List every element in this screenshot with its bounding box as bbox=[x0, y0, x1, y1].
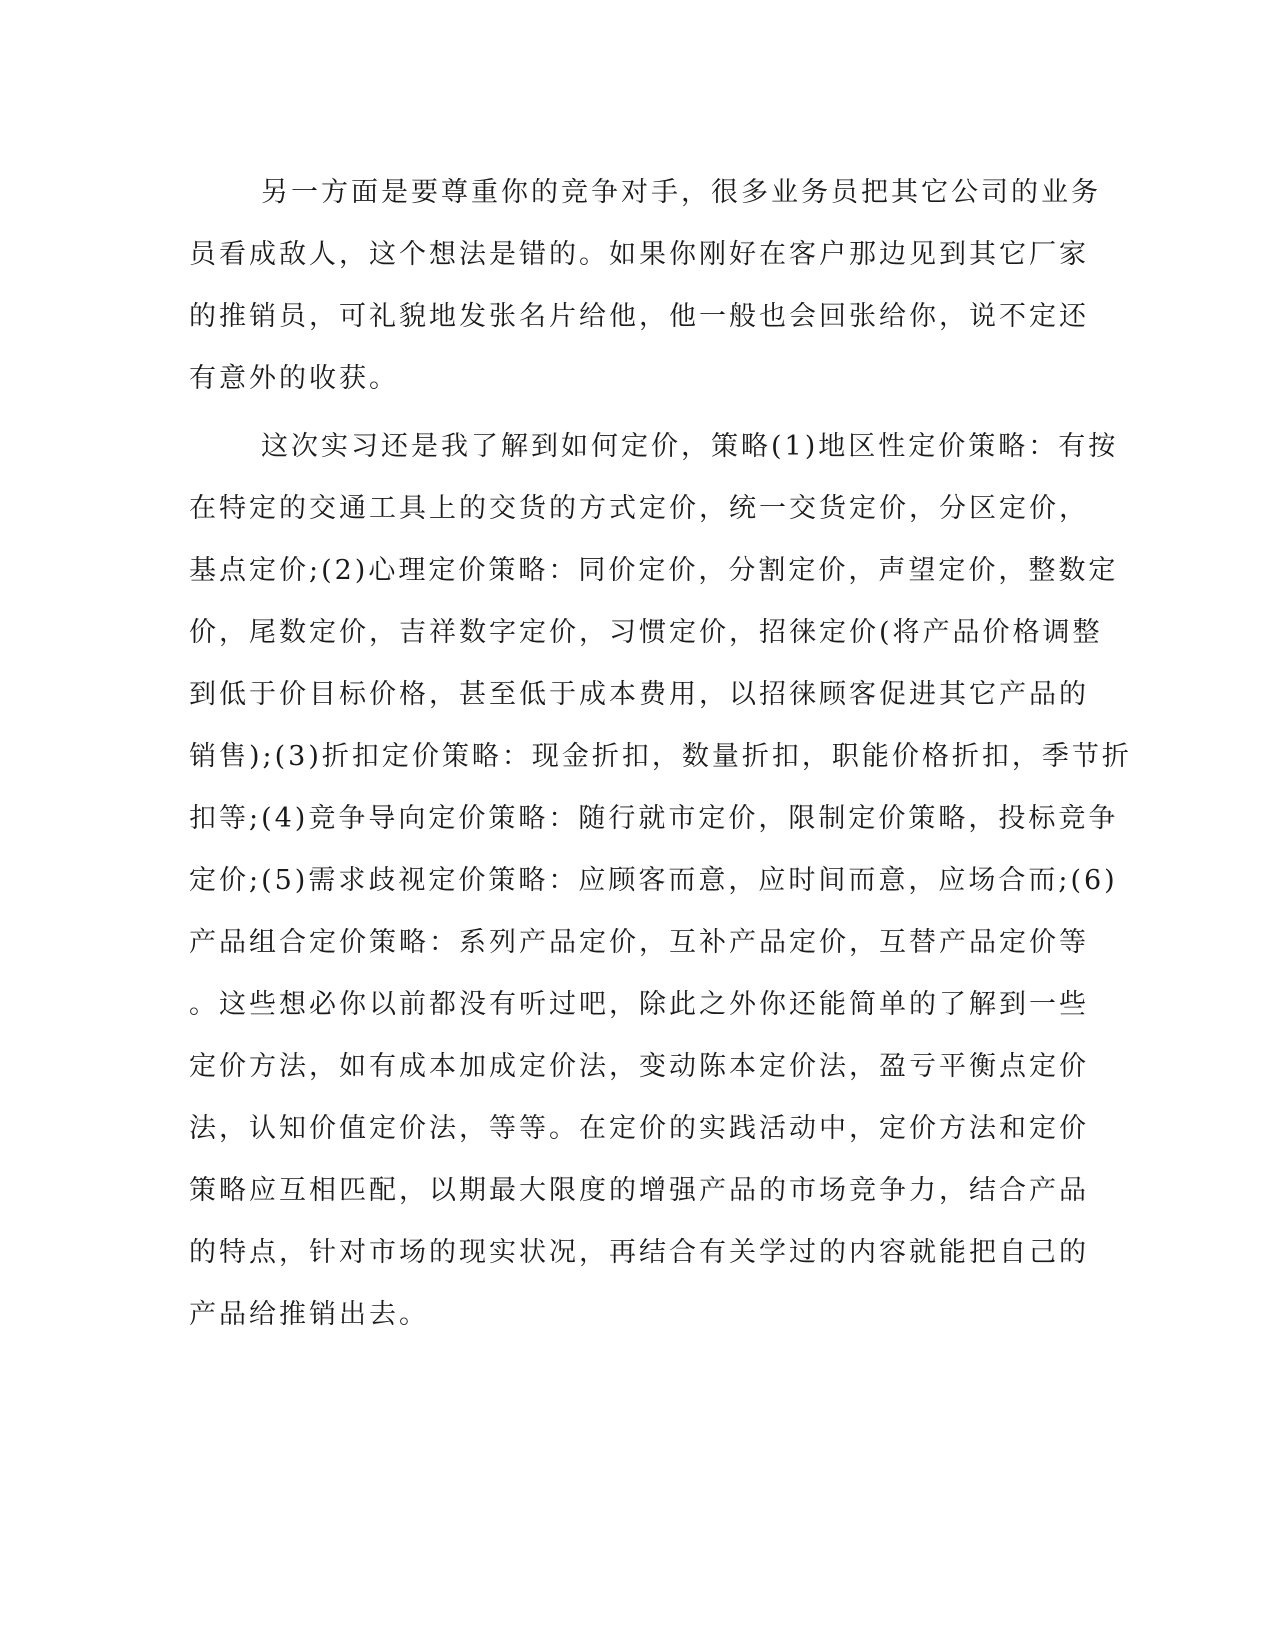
text-line: 。这些想必你以前都没有听过吧，除此之外你还能简单的了解到一些 bbox=[189, 989, 1089, 1020]
text-line: 销售);(3)折扣定价策略：现金折扣，数量折扣，职能价格折扣，季节折 bbox=[189, 741, 1132, 772]
text-line: 有意外的收获。 bbox=[189, 363, 399, 394]
paragraph bbox=[189, 162, 1101, 410]
text-line: 价，尾数定价，吉祥数字定价，习惯定价，招徕定价(将产品价格调整 bbox=[189, 617, 1103, 648]
paragraph bbox=[189, 416, 1132, 1346]
text-line: 的推销员，可礼貌地发张名片给他，他一般也会回张给你，说不定还 bbox=[189, 301, 1089, 332]
text-line: 的特点，针对市场的现实状况，再结合有关学过的内容就能把自己的 bbox=[189, 1237, 1089, 1268]
text-line: 定价;(5)需求歧视定价策略：应顾客而意，应时间而意，应场合而;(6) bbox=[189, 865, 1118, 896]
text-line: 产品组合定价策略：系列产品定价，互补产品定价，互替产品定价等 bbox=[189, 927, 1089, 958]
text-line: 到低于价目标价格，甚至低于成本费用，以招徕顾客促进其它产品的 bbox=[189, 679, 1089, 710]
text-line: 这次实习还是我了解到如何定价，策略(1)地区性定价策略：有按 bbox=[261, 431, 1119, 462]
text-line: 产品给推销出去。 bbox=[189, 1299, 429, 1330]
text-line: 在特定的交通工具上的交货的方式定价，统一交货定价，分区定价， bbox=[189, 493, 1089, 524]
text-line: 法，认知价值定价法，等等。在定价的实践活动中，定价方法和定价 bbox=[189, 1113, 1089, 1144]
body-text bbox=[189, 162, 1132, 1346]
text-line: 定价方法，如有成本加成定价法，变动陈本定价法，盈亏平衡点定价 bbox=[189, 1051, 1089, 1082]
text-line: 扣等;(4)竞争导向定价策略：随行就市定价，限制定价策略，投标竞争 bbox=[189, 803, 1119, 834]
text-line: 员看成敌人，这个想法是错的。如果你刚好在客户那边见到其它厂家 bbox=[189, 239, 1089, 270]
text-line: 另一方面是要尊重你的竞争对手，很多业务员把其它公司的业务 bbox=[261, 177, 1101, 208]
text-line: 策略应互相匹配，以期最大限度的增强产品的市场竞争力，结合产品 bbox=[189, 1175, 1089, 1206]
text-line: 基点定价;(2)心理定价策略：同价定价，分割定价，声望定价，整数定 bbox=[189, 555, 1119, 586]
